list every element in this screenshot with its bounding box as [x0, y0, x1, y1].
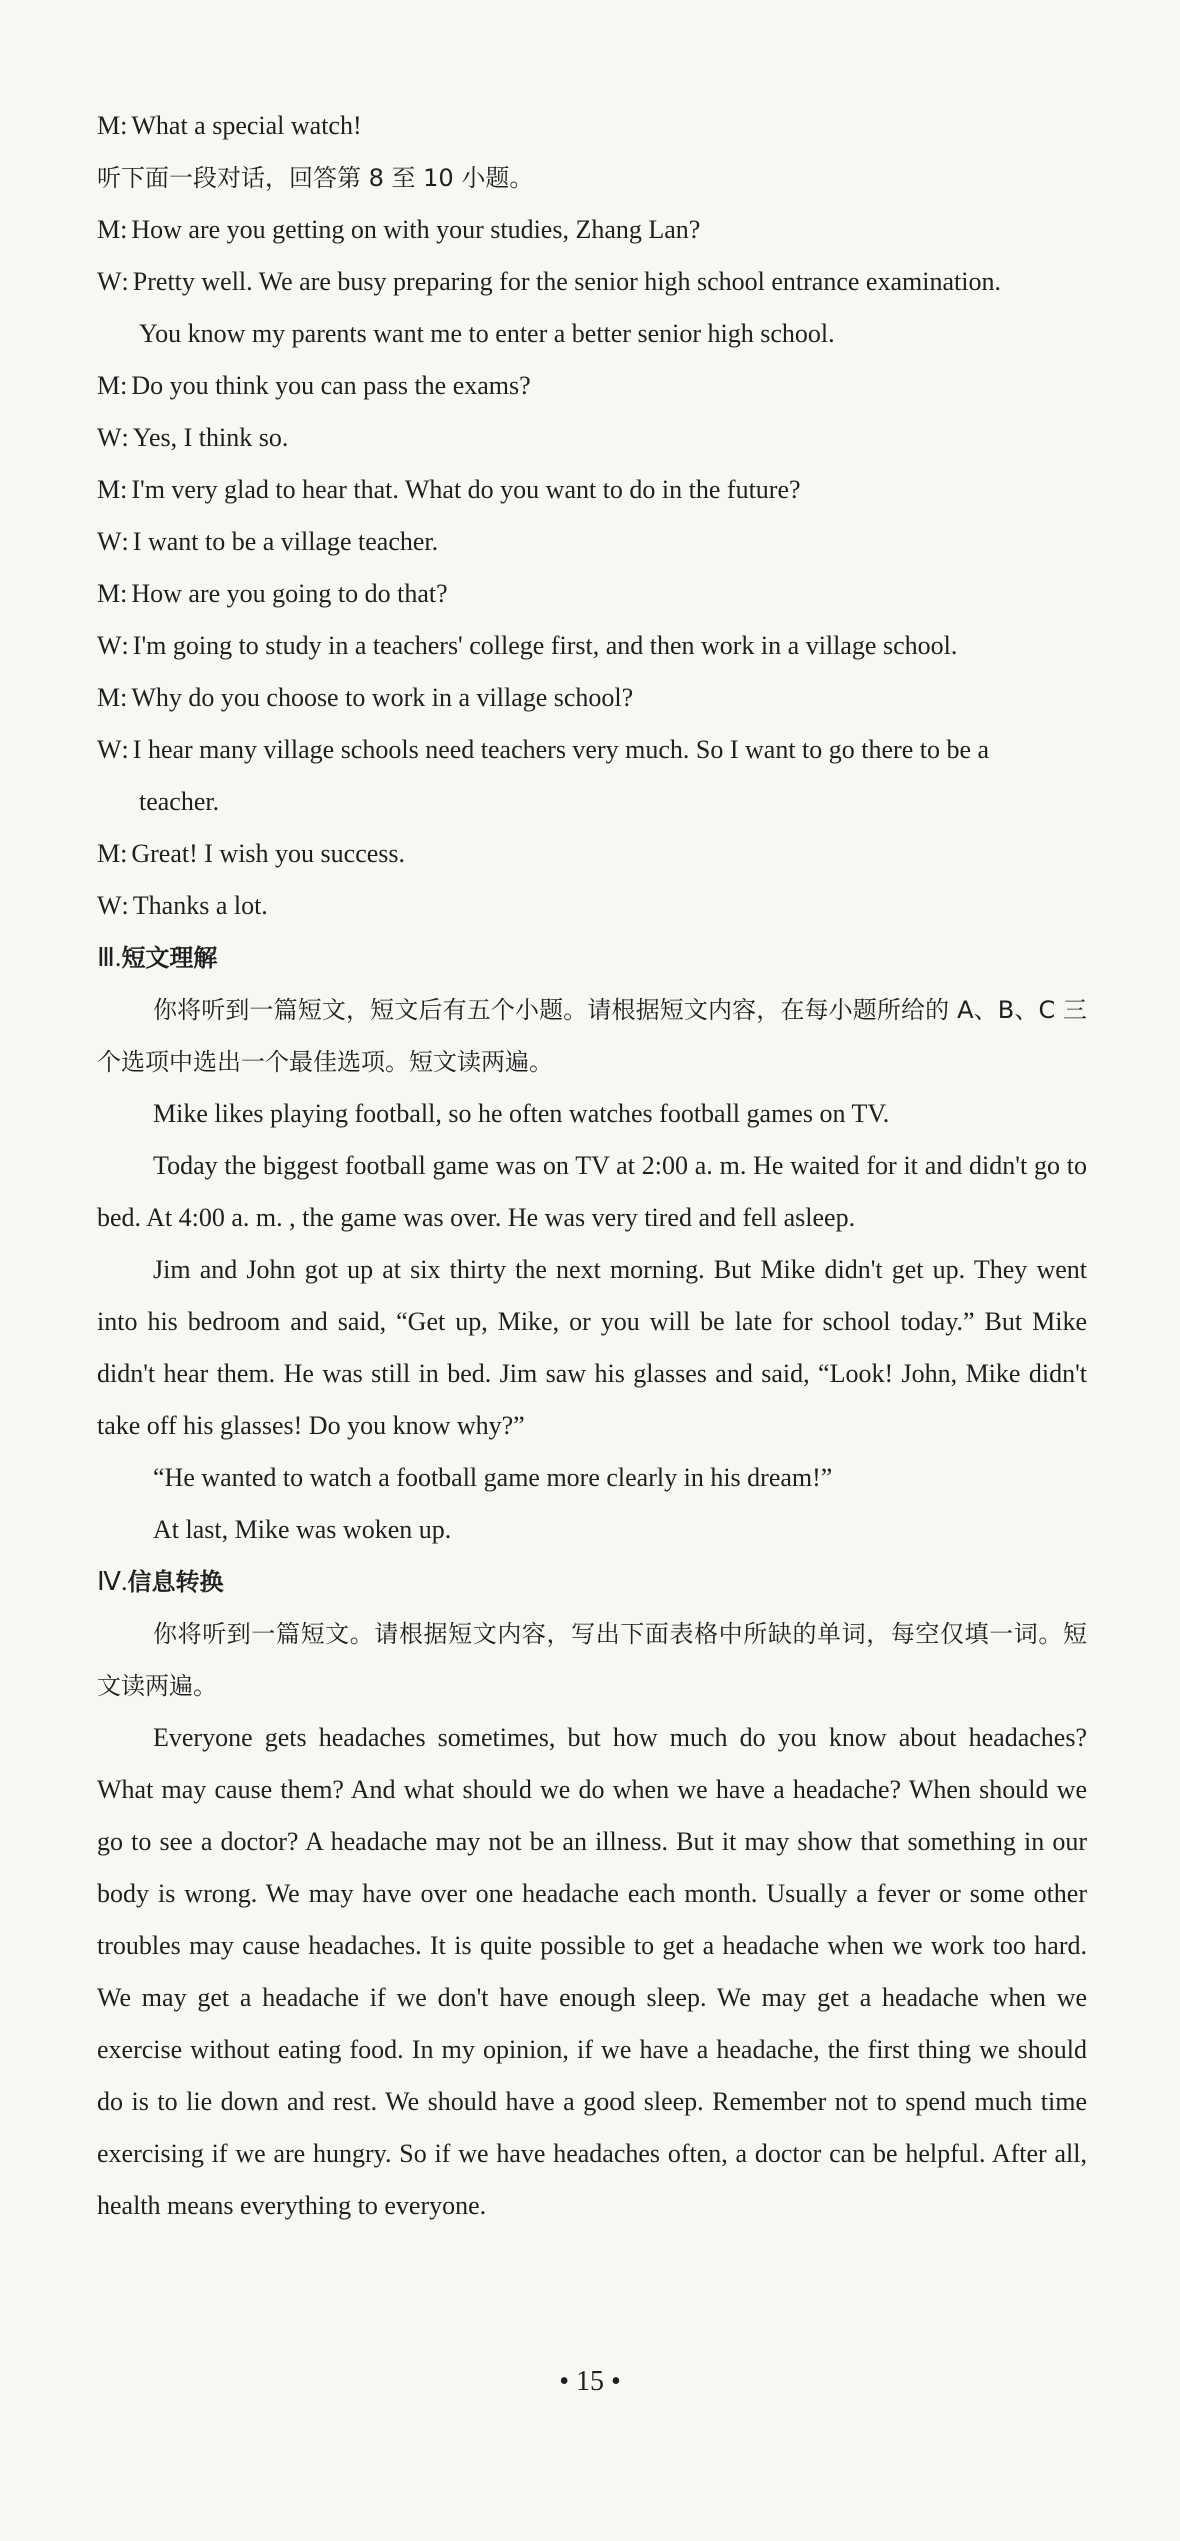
section-3-title: 短文理解 [121, 944, 218, 972]
dialogue-text: Why do you choose to work in a village school? [131, 683, 634, 712]
section-3-numeral: Ⅲ. [97, 943, 122, 972]
passage-paragraph: Mike likes playing football, so he often watches football games on TV. [153, 1099, 890, 1128]
dialogue-line: W : Pretty well. We are busy preparing for the senior high school entrance examination. [97, 256, 1087, 308]
speaker: M [97, 475, 121, 504]
dialogue-text: What a special watch! [131, 111, 362, 140]
dialogue-text: I want to be a village teacher. [132, 527, 439, 556]
dialogue-line: M : Great! I wish you success. [97, 828, 1087, 880]
passage-paragraph: “He wanted to watch a football game more clearly in his dream!” [153, 1463, 833, 1492]
dialogue-text: I hear many village schools need teachers very much. So I want to go there to be a [132, 735, 990, 764]
dialogue-text: Thanks a lot. [132, 891, 268, 920]
speaker: W [97, 423, 122, 452]
dialogue-text: How are you getting on with your studies, Zhang Lan? [131, 215, 701, 244]
speaker: M [97, 371, 121, 400]
dialogue-continuation: teacher. [139, 787, 220, 816]
dialogue-text: How are you going to do that? [131, 579, 448, 608]
page-number: • 15 • [559, 2366, 621, 2397]
dialogue-line: M : What a special watch! [97, 100, 1087, 152]
speaker: M [97, 215, 121, 244]
dialogue-line: M : How are you getting on with your studies, Zhang Lan? [97, 204, 1087, 256]
dialogue-line: W : I hear many village schools need teachers very much. So I want to go there to be a [97, 724, 1087, 776]
speaker: M [97, 111, 121, 140]
dialogue-line: M : Why do you choose to work in a village school? [97, 672, 1087, 724]
section-4-instruction: 你将听到一篇短文。请根据短文内容，写出下面表格中所缺的单词，每空仅填一词。短文读两遍。 [97, 1620, 1087, 1700]
dialogue-text: Great! I wish you success. [131, 839, 406, 868]
section-4-heading [97, 1556, 1087, 1608]
dialogue [97, 204, 1087, 932]
dialogue-text: Do you think you can pass the exams? [131, 371, 531, 400]
passage-paragraph: Everyone gets headaches sometimes, but how much do you know about headaches? What may cause them? And what should we do when we have a headache? When should we go to see a doctor? A headache may not be an illness. But it may show that something in our body is wrong. We may have over one headache each month. Usually a fever or some other troubles may cause headaches. It is quite possible to get a headache when we work too hard. We may get a headache if we don't have enough sleep. We may get a headache when we exercise without eating food. In my opinion, if we have a headache, the first thing we should do is to lie down and rest. We should have a good sleep. Remember not to spend much time exercising if we are hungry. So if we have headaches often, a doctor can be helpful. After all, health means everything to everyone. [97, 1723, 1087, 2220]
section-4-numeral: Ⅳ. [97, 1567, 128, 1596]
speaker: M [97, 579, 121, 608]
passage-paragraph: At last, Mike was woken up. [153, 1515, 452, 1544]
speaker: M [97, 839, 121, 868]
speaker: W [97, 527, 122, 556]
dialogue-line: W : Yes, I think so. [97, 412, 1087, 464]
speaker: M [97, 683, 121, 712]
section-3-instruction: 你将听到一篇短文，短文后有五个小题。请根据短文内容，在每小题所给的 A、B、C 三个选项中选出一个最佳选项。短文读两遍。 [97, 996, 1087, 1076]
dialogue-line: W : I'm going to study in a teachers' college first, and then work in a village school. [97, 620, 1087, 672]
document-body [97, 100, 1087, 2232]
dialogue-line: W : Thanks a lot. [97, 880, 1087, 932]
dialogue-line: M : I'm very glad to hear that. What do you want to do in the future? [97, 464, 1087, 516]
dialogue-line: M : Do you think you can pass the exams? [97, 360, 1087, 412]
section-4-passage [97, 1712, 1087, 2232]
section-3-passage [97, 1088, 1087, 1556]
section-4-title: 信息转换 [127, 1568, 224, 1596]
dialogue-line: W : I want to be a village teacher. [97, 516, 1087, 568]
dialogue-text: Pretty well. We are busy preparing for the senior high school entrance examination. [132, 267, 1001, 296]
speaker: W [97, 735, 122, 764]
passage-paragraph: Today the biggest football game was on TV at 2:00 a. m. He waited for it and didn't go to bed. At 4:00 a. m. , the game was over. He was very tired and fell asleep. [97, 1151, 1087, 1232]
dialogue-text: I'm going to study in a teachers' college first, and then work in a village school. [132, 631, 958, 660]
section-3-heading [97, 932, 1087, 984]
instruction-8-10: 听下面一段对话，回答第 8 至 10 小题。 [97, 164, 534, 192]
passage-paragraph: Jim and John got up at six thirty the next morning. But Mike didn't get up. They went into his bedroom and said, “Get up, Mike, or you will be late for school today.” But Mike didn't hear them. He was still in bed. Jim saw his glasses and said, “Look! John, Mike didn't take off his glasses! Do you know why?” [97, 1255, 1087, 1440]
speaker: W [97, 631, 122, 660]
dialogue-text: Yes, I think so. [132, 423, 289, 452]
dialogue-line: M : How are you going to do that? [97, 568, 1087, 620]
speaker: W [97, 267, 122, 296]
dialogue-text: I'm very glad to hear that. What do you want to do in the future? [131, 475, 801, 504]
dialogue-continuation: You know my parents want me to enter a better senior high school. [139, 319, 835, 348]
speaker: W [97, 891, 122, 920]
